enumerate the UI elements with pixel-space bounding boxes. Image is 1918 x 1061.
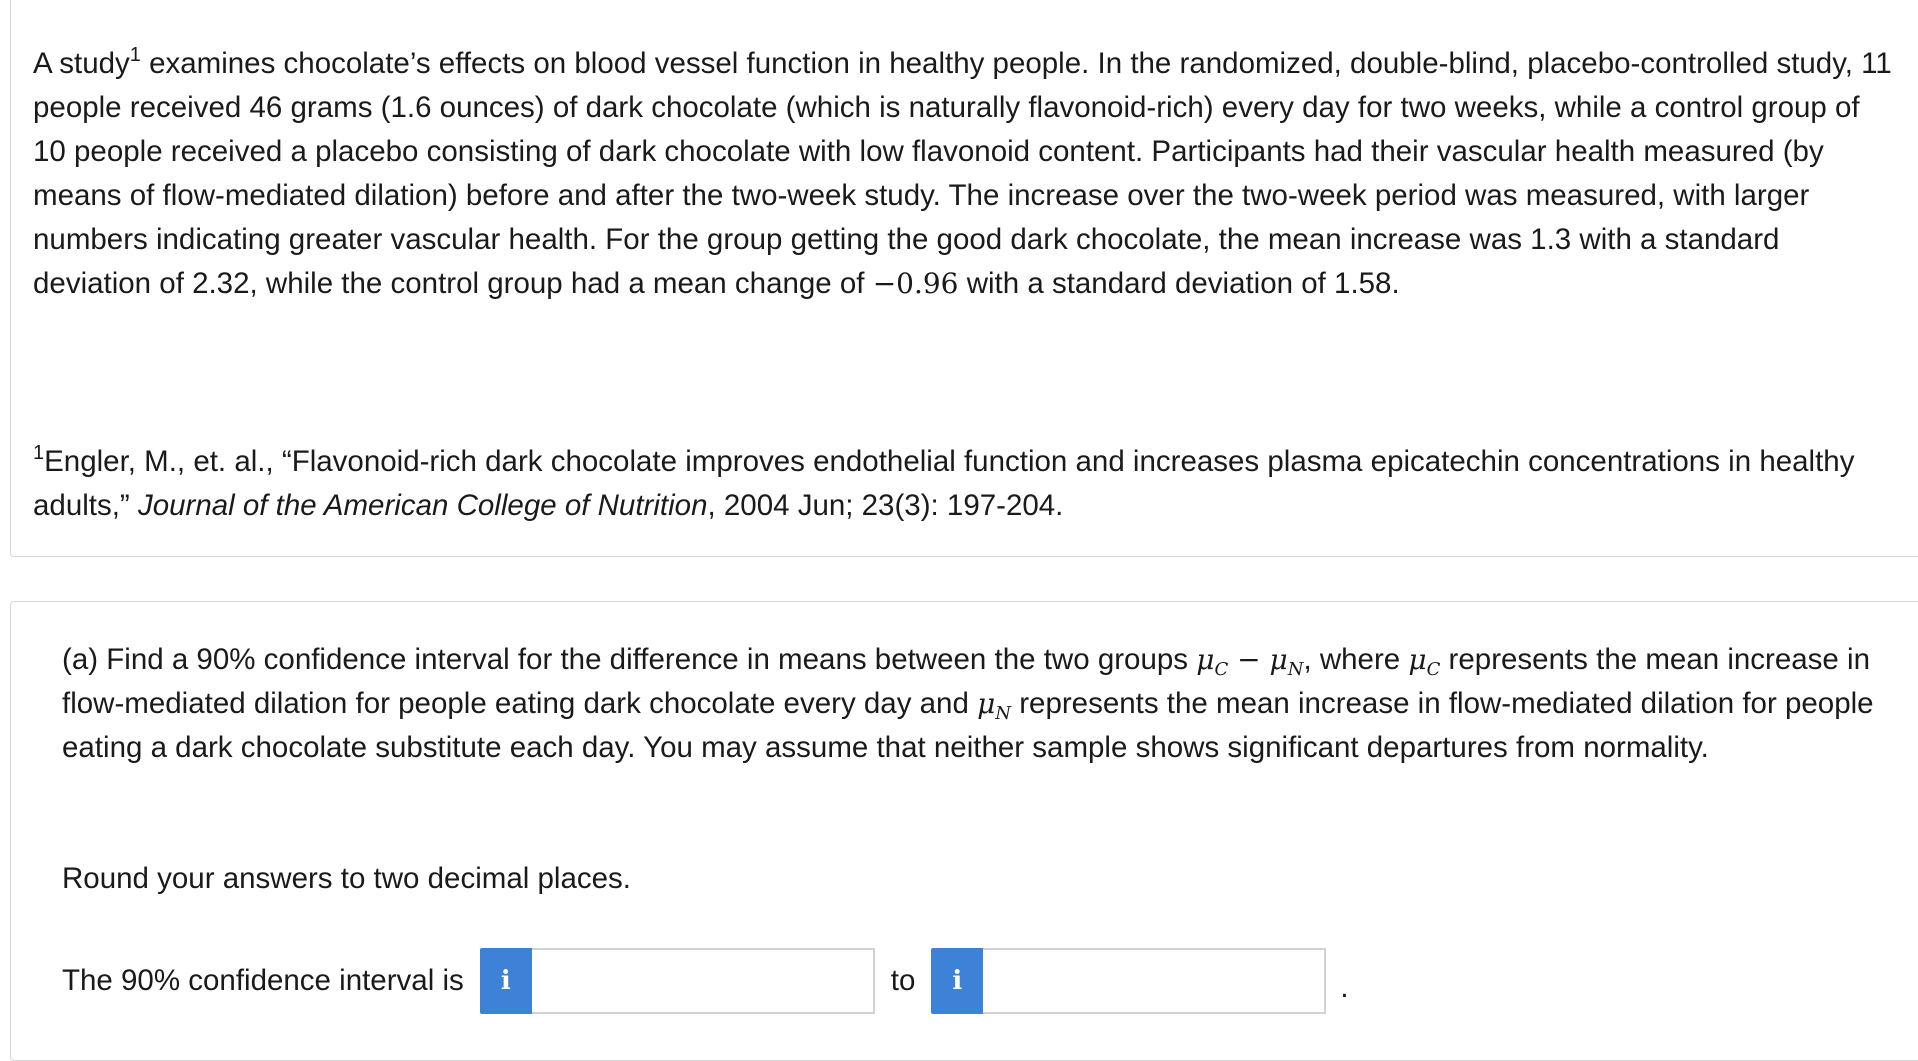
footnote-citation: $^1$Engler, M., et. al., “Flavonoid-rich dark chocolate improves endothelial function and increases plasma epicatechin concentrations in healthy adults,” Journal of the American College of Nutrition, 2004 Jun; 23(3): 197-204. [33, 442, 1855, 522]
answer-row [62, 948, 1349, 1014]
interval-label: The 90% confidence interval is [62, 964, 464, 997]
control-mean-value: −0.96 [872, 267, 959, 300]
info-icon-lower[interactable]: i [480, 948, 532, 1014]
mu-n-symbol-2: $\mu_N$ [977, 687, 1012, 724]
to-label: to [890, 964, 916, 997]
passage-text: A study$^1$ examines chocolate’s effects on blood vessel function in healthy people. In the randomized, double-blind, placebo-controlled study, 11 people received 46 grams (1.6 ounces) of dark chocolate (which is naturally flavonoid-rich) every day for two weeks, while a control group of 10 people received a placebo consisting of dark chocolate with low flavonoid content. Participants had their vascular health measured (by means of flow-mediated dilation) before and after the two-week study. The increase over the two-week period was measured, with larger numbers indicating greater vascular health. For the group getting the good dark chocolate, the mean increase was 1.3 with a standard deviation of 2.32, while the control group had a mean change of −0.96 with a standard deviation of 1.58. [33, 44, 1892, 300]
upper-bound-input[interactable] [983, 948, 1326, 1014]
lower-bound-input[interactable] [532, 948, 875, 1014]
mu-n-symbol: $\mu_N$ [1269, 643, 1304, 680]
mu-c-symbol: $\mu_C$ [1196, 643, 1229, 680]
journal-title: Journal of the American College of Nutrition [137, 489, 708, 522]
rounding-instruction: Round your answers to two decimal places. [62, 862, 631, 895]
info-icon-upper[interactable]: i [931, 948, 983, 1014]
footnote-reference: 1 [129, 44, 141, 66]
question-prompt: (a) Find a 90% confidence interval for the difference in means between the two groups $\mu_C - \mu_N$, where $\mu_C$ represents the mean increase in flow-mediated dilation for people eating dark chocolate every day and $\mu_N$ represents the mean increase in flow-mediated dilation for people eating a dark chocolate substitute each day. You may assume that neither sample shows significant departures from normality. [62, 643, 1874, 764]
mu-c-symbol-2: $\mu_C$ [1408, 643, 1441, 680]
trailing-period: . [1340, 971, 1349, 1004]
